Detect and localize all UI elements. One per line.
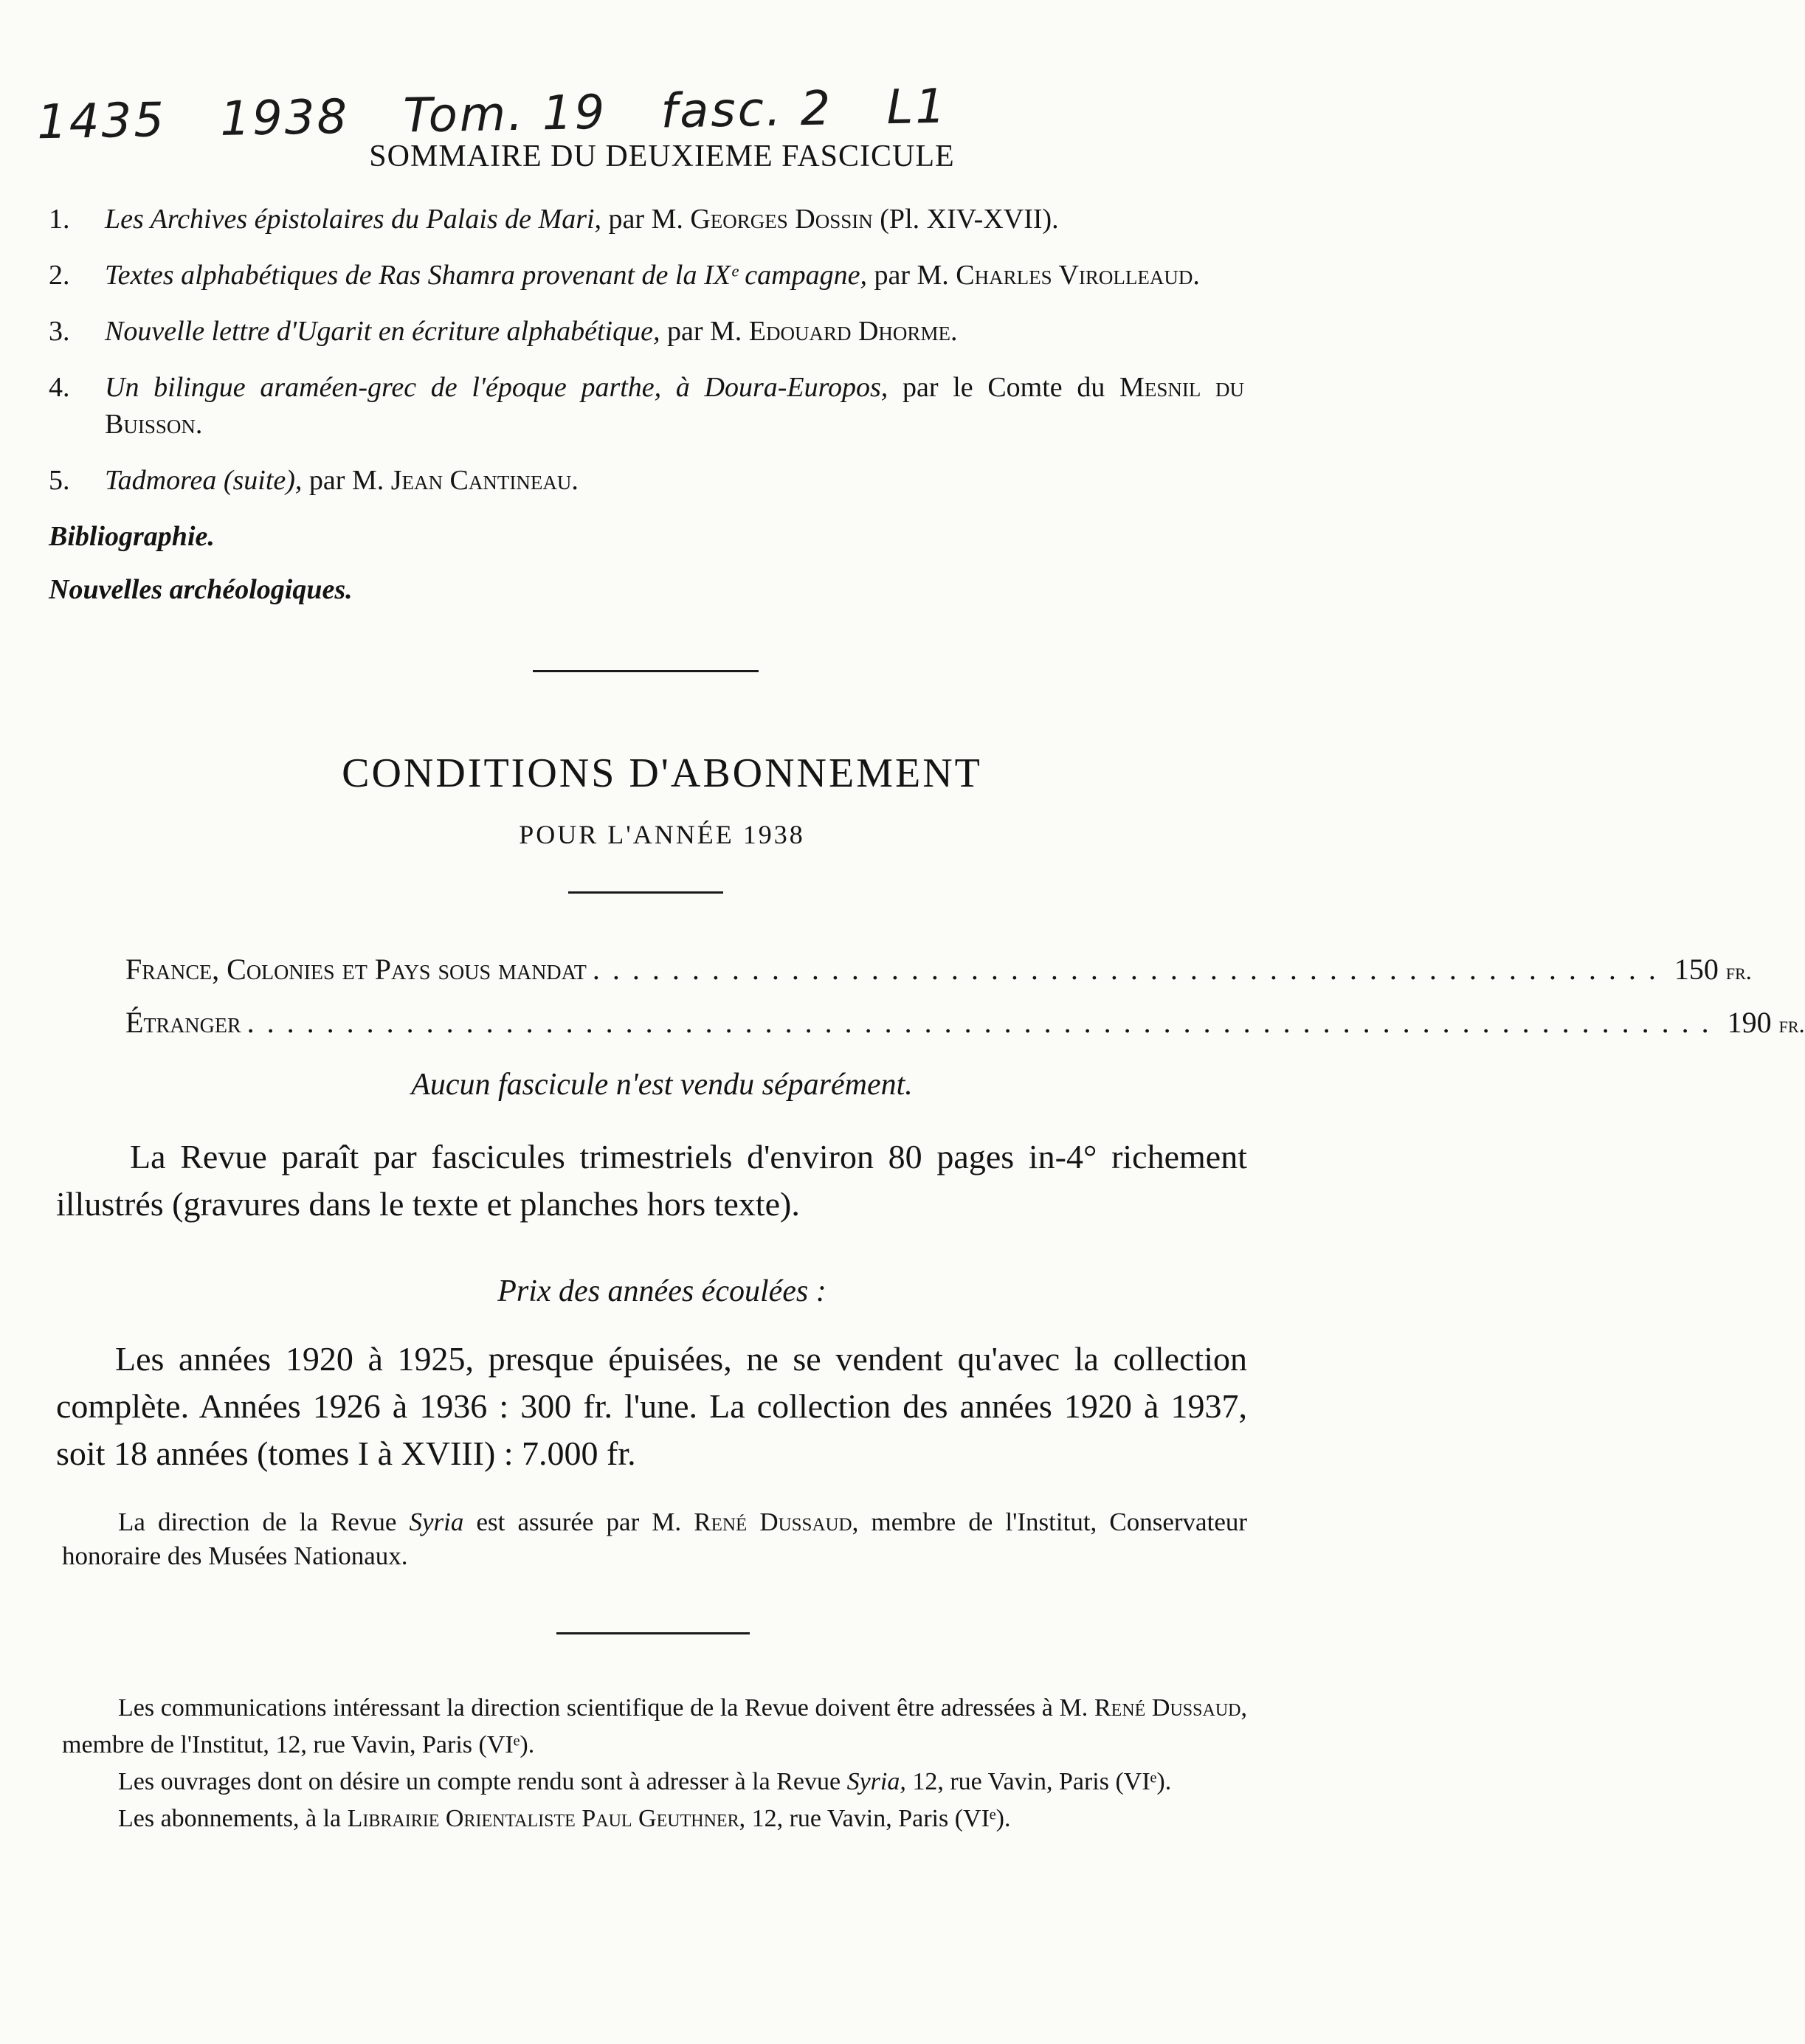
entry-number: 2. xyxy=(49,260,70,291)
entry-title: Nouvelle lettre d'Ugarit en écriture alphabétique, xyxy=(105,316,660,347)
no-single-issue-note: Aucun fascicule n'est vendu séparément. xyxy=(411,1068,913,1102)
revue-description: La Revue paraît par fascicules trimestriels d'environ 80 pages in-4° richement illustrés (gravures dans le texte et planches hors texte). xyxy=(56,1138,1247,1223)
footer-abonnements xyxy=(62,1800,1247,1837)
footer-p1-post: membre de l'Institut, 12, rue Vavin, Paris (VIᵉ). xyxy=(62,1731,535,1758)
footer-p1-name: René Dussaud, xyxy=(1094,1694,1247,1722)
entry-author: Mesnil du Buisson. xyxy=(105,372,1245,440)
footer-notes xyxy=(62,1690,1247,1837)
entry-author: Georges Dossin xyxy=(690,204,873,235)
table-of-contents xyxy=(49,201,1244,624)
footer-p3-pre: Les abonnements, à la xyxy=(118,1805,342,1832)
direction-name: René Dussaud, xyxy=(694,1508,859,1536)
entry-number: 3. xyxy=(49,316,70,347)
hw-number: 1435 xyxy=(36,93,167,151)
conditions-subtitle: POUR L'ANNÉE 1938 xyxy=(519,820,805,849)
divider xyxy=(568,891,723,894)
hw-fasc: fasc. 2 xyxy=(660,81,833,139)
hw-tome: Tom. 19 xyxy=(402,85,607,144)
entry-by: par M. xyxy=(308,465,384,496)
entry-by: par M. xyxy=(608,204,683,235)
direction-pre: La direction de la Revue xyxy=(118,1508,397,1536)
footer-p3-name: Librairie Orientaliste Paul Geuthner, xyxy=(347,1805,746,1832)
amount-value: 150 xyxy=(1674,953,1719,986)
conditions-title: CONDITIONS D'ABONNEMENT xyxy=(342,750,982,796)
footer-ouvrages xyxy=(62,1764,1247,1800)
entry-author: Edouard Dhorme. xyxy=(748,316,958,347)
entry-author: Jean Cantineau. xyxy=(390,465,579,496)
price-row xyxy=(125,1005,1805,1040)
divider xyxy=(533,670,759,672)
direction-mid: est assurée par M. xyxy=(476,1508,682,1536)
entry-extra: (Pl. XIV-XVII). xyxy=(880,204,1059,235)
amount-value: 190 xyxy=(1727,1006,1772,1039)
price-label: Étranger xyxy=(125,1006,241,1039)
entry-number: 1. xyxy=(49,204,70,235)
divider xyxy=(556,1632,750,1634)
entry-by: par M. xyxy=(666,316,742,347)
price-amount xyxy=(1674,952,1752,987)
prix-title: Prix des années écoulées : xyxy=(497,1274,826,1308)
entry-title: Les Archives épistolaires du Palais de Mari, xyxy=(105,204,602,235)
footer-p2-syria: Syria, xyxy=(846,1768,906,1795)
direction-syria: Syria xyxy=(409,1508,464,1536)
direction-note xyxy=(62,1505,1247,1573)
toc-entry xyxy=(49,313,1244,350)
entry-title: Textes alphabétiques de Ras Shamra provenant de la IXᵉ campagne, xyxy=(105,260,867,291)
entry-number: 5. xyxy=(49,465,70,496)
price-amount xyxy=(1728,1005,1805,1040)
prix-description: Les années 1920 à 1925, presque épuisées, ne se vendent qu'avec la collection complète. Années 1926 à 1936 : 300 fr. l'une. La collection des années 1920 à 1937, soit 18 années (tomes I à XVIII) : 7.000 fr. xyxy=(56,1340,1247,1472)
amount-unit: fr. xyxy=(1725,958,1752,984)
entry-author: Charles Virolleaud. xyxy=(956,260,1200,291)
footer-p1-pre: Les communications intéressant la direction scientifique de la Revue doivent être adressées à M. xyxy=(118,1694,1088,1722)
direction-post: membre de l'Institut, Conservateur honoraire des Musées Nationaux. xyxy=(62,1508,1248,1570)
leader-dots: ...................................................... xyxy=(592,953,1668,986)
entry-number: 4. xyxy=(49,372,70,403)
footer-p2-pre: Les ouvrages dont on désire un compte rendu sont à adresser à la Revue xyxy=(118,1768,841,1795)
toc-entry xyxy=(49,257,1244,294)
entry-by: par le Comte du xyxy=(902,372,1105,403)
toc-nouvelles: Nouvelles archéologiques. xyxy=(49,574,353,605)
entry-title: Tadmorea (suite), xyxy=(105,465,303,496)
footer-p2-post: 12, rue Vavin, Paris (VIᵉ). xyxy=(912,1768,1172,1795)
footer-p3-post: 12, rue Vavin, Paris (VIᵉ). xyxy=(751,1805,1011,1832)
toc-entry xyxy=(49,201,1244,238)
entry-by: par M. xyxy=(874,260,949,291)
hw-year: 1938 xyxy=(219,89,350,147)
price-label: France, Colonies et Pays sous mandat xyxy=(125,953,587,986)
toc-entry xyxy=(49,369,1244,443)
hw-code: L1 xyxy=(886,79,948,136)
toc-entry xyxy=(49,462,1244,499)
toc-bibliographie: Bibliographie. xyxy=(49,521,215,552)
entry-title: Un bilingue araméen-grec de l'époque parthe, à Doura-Europos, xyxy=(105,372,888,403)
toc-title: SOMMAIRE DU DEUXIEME FASCICULE xyxy=(369,139,955,173)
footer-communications xyxy=(62,1690,1247,1764)
price-row xyxy=(125,952,1752,987)
amount-unit: fr. xyxy=(1778,1011,1805,1037)
leader-dots: .......................................................................... xyxy=(246,1006,1722,1039)
